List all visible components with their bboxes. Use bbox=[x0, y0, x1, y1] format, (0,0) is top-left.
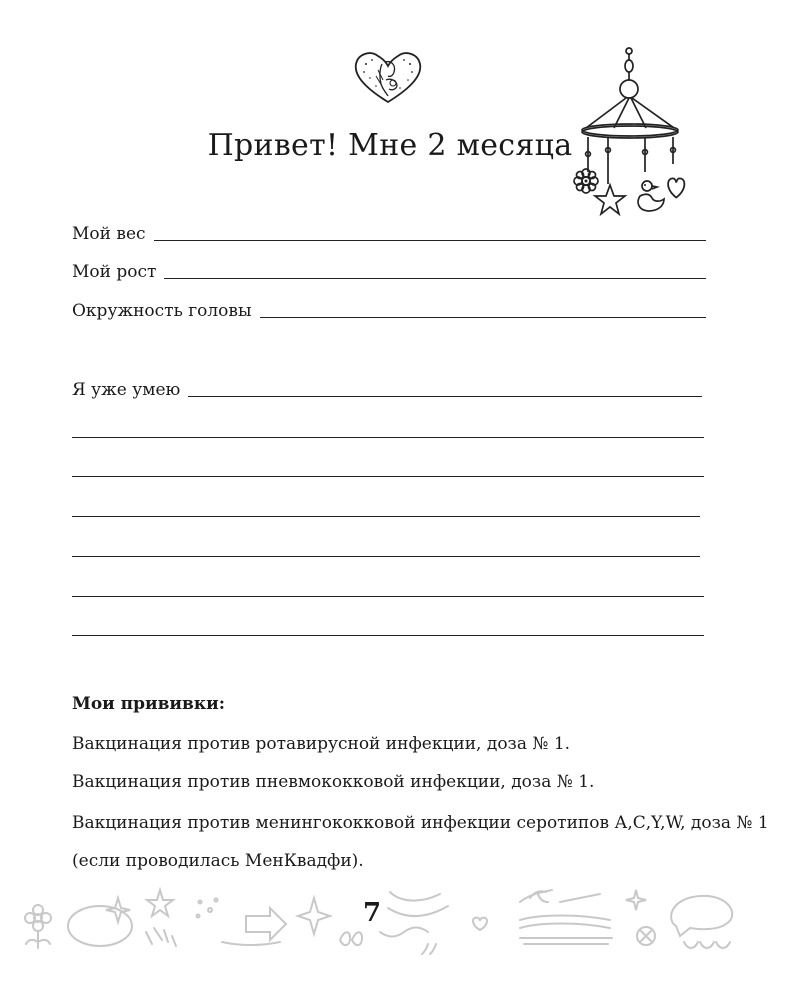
height-label: Мой рост bbox=[72, 262, 157, 282]
heart-mother-child-icon bbox=[352, 50, 424, 104]
vaccination-item: Вакцинация против менингококковой инфекции серотипов А,С,Y,W, доза № 1 bbox=[72, 813, 769, 833]
vaccination-item: Вакцинация против ротавирусной инфекции, доза № 1. bbox=[72, 734, 571, 754]
weight-label: Мой вес bbox=[72, 224, 146, 244]
skills-blank-line[interactable] bbox=[72, 476, 704, 477]
skills-line[interactable] bbox=[188, 396, 702, 397]
height-field[interactable] bbox=[72, 258, 706, 282]
vaccinations-heading: Мои прививки: bbox=[72, 694, 226, 714]
skills-blank-line[interactable] bbox=[72, 437, 704, 438]
head-circumference-field[interactable] bbox=[72, 297, 706, 321]
vaccination-item: Вакцинация против пневмококковой инфекции, доза № 1. bbox=[72, 772, 595, 792]
skills-blank-line[interactable] bbox=[72, 635, 704, 636]
page-number: 7 bbox=[362, 898, 382, 928]
head-circumference-line[interactable] bbox=[260, 317, 706, 318]
skills-blank-line[interactable] bbox=[72, 556, 700, 557]
weight-field[interactable] bbox=[72, 220, 706, 244]
vaccination-item: (если проводилась МенКвадфи). bbox=[72, 851, 364, 871]
skills-blank-line[interactable] bbox=[72, 516, 700, 517]
height-line[interactable] bbox=[164, 278, 706, 279]
page-title: Привет! Мне 2 месяца bbox=[207, 128, 573, 163]
head-circumference-label: Окружность головы bbox=[72, 301, 252, 321]
skills-blank-line[interactable] bbox=[72, 596, 704, 597]
weight-line[interactable] bbox=[154, 240, 706, 241]
skills-field[interactable] bbox=[72, 376, 702, 400]
skills-label: Я уже умею bbox=[72, 380, 181, 400]
